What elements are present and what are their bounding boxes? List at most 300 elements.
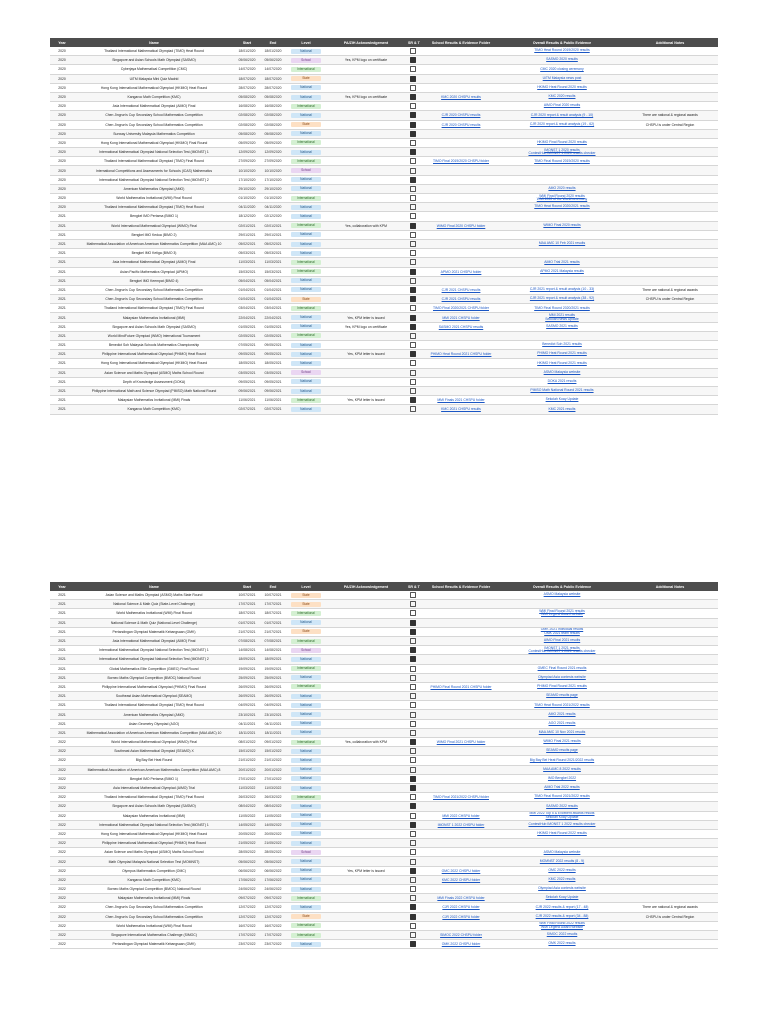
level-badge[interactable]: National (291, 389, 321, 394)
level-badge[interactable]: National (291, 186, 321, 191)
results-link[interactable]: IMO Bengkel 2022 (547, 776, 577, 781)
col-ack[interactable]: PA/ZIH Acknowledgement (326, 582, 406, 591)
results-link[interactable]: DOKA 2021 results (547, 379, 577, 384)
level-badge[interactable]: International (291, 269, 321, 274)
status-checkbox[interactable] (410, 693, 416, 699)
status-checkbox[interactable] (410, 601, 416, 607)
status-checkbox[interactable] (410, 904, 416, 910)
results-link[interactable]: OMK 2021 team results (544, 630, 580, 635)
status-checkbox[interactable] (410, 629, 416, 635)
level-badge[interactable]: State (291, 629, 321, 634)
level-badge[interactable]: National (291, 95, 321, 100)
level-badge[interactable]: National (291, 776, 321, 781)
name-cell: Philippine International Mathematical Olympiad (PHIMO) Final Round (74, 682, 234, 691)
results-link[interactable]: OMK 2022 results (548, 941, 576, 946)
results-link[interactable]: Sekolah Koay Update (545, 895, 579, 900)
results-link[interactable]: PHIMO Final Round 2021 results (537, 684, 587, 689)
level-cell (286, 738, 326, 747)
level-badge[interactable]: International (291, 740, 321, 745)
status-checkbox[interactable] (410, 859, 416, 865)
level-badge[interactable]: International (291, 923, 321, 928)
folder-link[interactable]: SASMO 2021 CHSPU results (438, 324, 484, 329)
results-link[interactable]: CJR 2020 report & result analysis (9 - 10) (530, 112, 594, 117)
level-badge[interactable]: International (291, 639, 321, 644)
start-date-cell: 18/01/2020 (234, 47, 260, 56)
folder-cell (420, 655, 502, 664)
folder-link[interactable]: MMI Finals 2021 CHSPU folder (437, 398, 485, 403)
level-badge[interactable]: International (291, 795, 321, 800)
level-badge[interactable]: State (291, 914, 321, 919)
results-link[interactable]: MAA AMC 10 Nov 2021 results (538, 730, 586, 735)
results-link[interactable]: ContestHub IMONST 1 2021 results checker (528, 649, 596, 654)
checkbox-cell (406, 65, 420, 74)
results-link[interactable]: MOMNST 2022 results (8 - 9) (539, 858, 585, 863)
status-checkbox[interactable] (410, 767, 416, 773)
col-results[interactable]: Overall Results & Public Evidence (502, 582, 622, 591)
level-badge[interactable]: National (291, 749, 321, 754)
status-checkbox[interactable] (410, 315, 416, 321)
status-checkbox[interactable] (410, 776, 416, 782)
results-link[interactable]: WMI Final Round 2020 results (539, 193, 585, 198)
status-checkbox[interactable] (410, 684, 416, 690)
status-checkbox[interactable] (410, 195, 416, 201)
table-row (50, 194, 718, 203)
status-checkbox[interactable] (410, 397, 416, 403)
status-checkbox[interactable] (410, 85, 416, 91)
results-link[interactable]: PIMSO Math National Round 2021 results (530, 388, 594, 393)
status-checkbox[interactable] (410, 241, 416, 247)
status-checkbox[interactable] (410, 360, 416, 366)
folder-link[interactable]: CJR 2020 CHSPU results (441, 113, 481, 118)
status-checkbox[interactable] (410, 296, 416, 302)
results-link[interactable]: AIMO Final 2020 results (543, 103, 581, 108)
level-badge[interactable]: National (291, 877, 321, 882)
results-link[interactable]: CJR 2022 results & report (17 - 48) (535, 904, 589, 909)
results-link[interactable]: WMI Final Round 2021 results (539, 608, 585, 613)
results-link[interactable]: SEAMO results page (546, 693, 578, 698)
level-badge[interactable]: National (291, 214, 321, 219)
status-checkbox[interactable] (410, 269, 416, 275)
level-badge[interactable]: State (291, 593, 321, 598)
col-year[interactable]: Year (50, 38, 74, 47)
end-date-cell: 21/01/2022 (260, 756, 286, 765)
notes-cell (622, 710, 718, 719)
level-badge[interactable]: National (291, 361, 321, 366)
results-link[interactable]: APMO 2021 Malaysia results (540, 268, 584, 273)
results-link[interactable]: CJR 2020 report & result analysis (19 - 62) (529, 121, 595, 126)
results-link[interactable]: AGO 2021 results (548, 720, 576, 725)
status-checkbox[interactable] (410, 324, 416, 330)
status-checkbox[interactable] (410, 232, 416, 238)
folder-link[interactable]: TIMO Final 2021/2022 CHSPU folder (433, 795, 489, 800)
level-badge[interactable]: School (291, 370, 321, 375)
results-link[interactable]: KMC 2020 results (548, 94, 576, 99)
results-cell (502, 313, 622, 322)
results-link[interactable]: GMEC Final Round 2021 results (537, 665, 587, 670)
col-start[interactable]: Start (234, 582, 260, 591)
status-checkbox[interactable] (410, 914, 416, 920)
results-link[interactable]: Benedict Soh 2021 results (542, 342, 582, 347)
status-checkbox[interactable] (410, 333, 416, 339)
results-link[interactable]: ASMO Malaysia website (543, 369, 581, 374)
level-badge[interactable]: International (291, 306, 321, 311)
status-checkbox[interactable] (410, 785, 416, 791)
level-badge[interactable]: National (291, 721, 321, 726)
notes-cell (622, 728, 718, 737)
status-checkbox[interactable] (410, 131, 416, 137)
status-checkbox[interactable] (410, 250, 416, 256)
status-checkbox[interactable] (410, 48, 416, 54)
notes-cell: There are national & regional awards (622, 903, 718, 912)
folder-link[interactable]: MMI 2021 CHSPU folder (442, 315, 480, 320)
folder-link[interactable]: OMK 2022 CHSPU folder (441, 942, 481, 947)
status-checkbox[interactable] (410, 406, 416, 412)
status-checkbox[interactable] (410, 932, 416, 938)
col-folder[interactable]: School Results & Evidence Folder (420, 582, 502, 591)
results-link[interactable]: CJR 2022 results & report (34 - 88) (535, 913, 589, 918)
folder-link[interactable]: SIMOC 2022 CHSPU folder (440, 933, 482, 938)
results-link[interactable]: Sekolah Koay Update (545, 397, 579, 402)
col-ack[interactable]: PA/ZIH Acknowledgement (326, 38, 406, 47)
level-badge[interactable]: International (291, 196, 321, 201)
results-link[interactable]: Big Bay Bei Heat Round 2021/2022 results (529, 757, 595, 762)
level-badge[interactable]: International (291, 933, 321, 938)
col-end[interactable]: End (260, 582, 286, 591)
level-badge[interactable]: National (291, 177, 321, 182)
folder-link[interactable]: PHIMO Heat Round 2021 CHSPU folder (430, 352, 492, 357)
status-checkbox[interactable] (410, 388, 416, 394)
status-checkbox[interactable] (410, 149, 416, 155)
status-checkbox[interactable] (410, 158, 416, 164)
folder-link[interactable]: MMI 2022 CHSPU folder (442, 813, 480, 818)
status-checkbox[interactable] (410, 748, 416, 754)
folder-link[interactable]: CJR 2021 CHSPU results (441, 287, 481, 292)
status-checkbox[interactable] (410, 923, 416, 929)
end-date-cell: 01/04/2021 (260, 295, 286, 304)
results-link[interactable]: SASMO 2020 results (546, 57, 578, 62)
results-link[interactable]: Olympiad Asia contests website (538, 886, 586, 891)
level-badge[interactable]: National (291, 287, 321, 292)
status-checkbox[interactable] (410, 213, 416, 219)
col-notes[interactable]: Additional Notes (622, 38, 718, 47)
folder-link[interactable]: PHIMO Final Round 2021 CHSPU folder (430, 684, 492, 689)
level-badge[interactable]: National (291, 49, 321, 54)
folder-link[interactable]: TIMO Final 2020/2021 CHSPU folder (433, 306, 489, 311)
level-badge[interactable]: National (291, 822, 321, 827)
level-badge[interactable]: National (291, 804, 321, 809)
status-checkbox[interactable] (410, 656, 416, 662)
status-checkbox[interactable] (410, 757, 416, 763)
level-badge[interactable]: State (291, 76, 321, 81)
results-link[interactable]: TIMO Heat Round 2019/2020 results (534, 48, 590, 53)
level-badge[interactable]: National (291, 694, 321, 699)
status-checkbox[interactable] (410, 186, 416, 192)
results-cell (502, 386, 622, 395)
results-link[interactable]: SASMO 2021 results (546, 323, 578, 328)
results-link[interactable]: AIMO Trial 2022 results (544, 785, 580, 790)
col-ack2[interactable]: SR & T (406, 38, 420, 47)
col-name[interactable]: Name (74, 38, 234, 47)
table-row (50, 102, 718, 111)
status-checkbox[interactable] (410, 278, 416, 284)
status-checkbox[interactable] (410, 610, 416, 616)
col-ack2[interactable]: SR & T (406, 582, 420, 591)
level-badge[interactable]: National (291, 887, 321, 892)
status-checkbox[interactable] (410, 351, 416, 357)
level-badge[interactable]: International (291, 223, 321, 228)
results-link[interactable]: Sekolah Koay Update (545, 814, 579, 819)
level-badge[interactable]: National (291, 831, 321, 836)
level-badge[interactable]: National (291, 859, 321, 864)
results-link[interactable]: KMC 2021 results (548, 406, 576, 411)
results-link[interactable]: TIMO Final Round 2020/2021 results (534, 305, 590, 310)
level-badge[interactable]: School (291, 58, 321, 63)
status-checkbox[interactable] (410, 103, 416, 109)
col-folder[interactable]: School Results & Evidence Folder (420, 38, 502, 47)
level-badge[interactable]: School (291, 850, 321, 855)
level-badge[interactable]: School (291, 648, 321, 653)
level-badge[interactable]: National (291, 841, 321, 846)
level-badge[interactable]: National (291, 343, 321, 348)
level-badge[interactable]: National (291, 407, 321, 412)
folder-link[interactable]: KMC 2021 CHSPU results (441, 407, 481, 412)
folder-link[interactable]: APMO 2021 CHSPU folder (440, 269, 482, 274)
level-badge[interactable]: National (291, 131, 321, 136)
level-badge[interactable]: National (291, 150, 321, 155)
status-checkbox[interactable] (410, 168, 416, 174)
results-link[interactable]: WMI Legend Award website (541, 924, 583, 929)
results-link[interactable]: TIMO Final Round 2019/2020 results (534, 158, 590, 163)
level-badge[interactable]: International (291, 684, 321, 689)
status-checkbox[interactable] (410, 204, 416, 210)
results-link[interactable]: WMI 2020 of the World ceremony (536, 197, 588, 202)
level-badge[interactable]: State (291, 602, 321, 607)
results-cell (502, 756, 622, 765)
col-level[interactable]: Level (286, 582, 326, 591)
results-link[interactable]: IMONST 1 2020 results (544, 147, 580, 152)
results-link[interactable]: ContestHub IMONST 1 2020 results checker (528, 151, 596, 156)
level-badge[interactable]: International (291, 611, 321, 616)
folder-link[interactable]: WIMO Final 2021 CHSPU folder (436, 740, 486, 745)
level-badge[interactable]: International (291, 104, 321, 109)
level-badge[interactable]: International (291, 159, 321, 164)
results-link[interactable]: ASMO Malaysia website (543, 849, 581, 854)
end-date-cell: 25/09/2021 (260, 673, 286, 682)
results-link[interactable]: CJR 2021 report & result analysis (38 - 92) (529, 296, 595, 301)
level-badge[interactable]: National (291, 205, 321, 210)
status-checkbox[interactable] (410, 895, 416, 901)
results-link[interactable]: CJR 2021 report & result analysis (10 - 33) (529, 287, 595, 292)
results-link[interactable]: WIMO Final 2020 results (543, 222, 581, 227)
status-checkbox[interactable] (410, 831, 416, 837)
status-checkbox[interactable] (410, 739, 416, 745)
results-link[interactable]: TIMO Heat Round 2020/2021 results (534, 204, 590, 209)
level-badge[interactable]: National (291, 675, 321, 680)
level-badge[interactable]: National (291, 730, 321, 735)
level-badge[interactable]: National (291, 113, 321, 118)
level-badge[interactable]: National (291, 620, 321, 625)
level-badge[interactable]: International (291, 398, 321, 403)
level-badge[interactable]: International (291, 896, 321, 901)
status-checkbox[interactable] (410, 813, 416, 819)
status-checkbox[interactable] (410, 803, 416, 809)
results-link[interactable]: IMONST 1 2021 results (544, 645, 580, 650)
status-checkbox[interactable] (410, 794, 416, 800)
results-link[interactable]: TIMO Final Round 2021/2022 results (534, 794, 590, 799)
status-checkbox[interactable] (410, 287, 416, 293)
status-checkbox[interactable] (410, 941, 416, 947)
col-results[interactable]: Overall Results & Public Evidence (502, 38, 622, 47)
status-checkbox[interactable] (410, 730, 416, 736)
status-checkbox[interactable] (410, 177, 416, 183)
status-checkbox[interactable] (410, 57, 416, 63)
folder-link[interactable]: KMC 2022 CHSPU folder (441, 877, 481, 882)
level-badge[interactable]: National (291, 251, 321, 256)
level-badge[interactable]: State (291, 122, 321, 127)
level-badge[interactable]: National (291, 712, 321, 717)
table-row (50, 940, 718, 949)
results-link[interactable]: HKIMO Heat Round 2022 results (537, 831, 587, 836)
results-link[interactable]: Sekolah News Update (545, 316, 579, 321)
level-badge[interactable]: National (291, 242, 321, 247)
end-date-cell: 09/05/2021 (260, 341, 286, 350)
status-checkbox[interactable] (410, 66, 416, 72)
status-checkbox[interactable] (410, 886, 416, 892)
status-checkbox[interactable] (410, 94, 416, 100)
results-link[interactable]: CMC 2020 closing ceremony (540, 66, 584, 71)
results-link[interactable]: HKIMO Final Round 2020 results (537, 140, 587, 145)
status-checkbox[interactable] (410, 840, 416, 846)
status-checkbox[interactable] (410, 342, 416, 348)
results-link[interactable]: OMK 2021 Individual results (540, 627, 584, 632)
level-badge[interactable]: National (291, 315, 321, 320)
level-badge[interactable]: National (291, 767, 321, 772)
level-badge[interactable]: National (291, 657, 321, 662)
results-link[interactable]: ASMO Malaysia website (543, 592, 581, 597)
col-notes[interactable]: Additional Notes (622, 582, 718, 591)
status-checkbox[interactable] (410, 122, 416, 128)
results-link[interactable]: HKIMO Heat Round 2020 results (537, 85, 587, 90)
col-end[interactable]: End (260, 38, 286, 47)
level-badge[interactable]: International (291, 67, 321, 72)
level-badge[interactable]: National (291, 813, 321, 818)
col-year[interactable]: Year (50, 582, 74, 591)
status-checkbox[interactable] (410, 370, 416, 376)
status-checkbox[interactable] (410, 822, 416, 828)
results-link[interactable]: AMO 2020 results (548, 186, 576, 191)
status-checkbox[interactable] (410, 712, 416, 718)
level-badge[interactable]: National (291, 85, 321, 90)
results-link[interactable]: AIMO Trial 2021 results (544, 259, 580, 264)
folder-link[interactable]: WIMO Final 2020 CHSPU folder (436, 223, 486, 228)
status-checkbox[interactable] (410, 76, 416, 82)
status-checkbox[interactable] (410, 305, 416, 311)
level-badge[interactable]: National (291, 232, 321, 237)
level-badge[interactable]: International (291, 140, 321, 145)
status-checkbox[interactable] (410, 666, 416, 672)
status-checkbox[interactable] (410, 379, 416, 385)
results-link[interactable]: WMI Final Round 2022 results (539, 921, 585, 926)
level-badge[interactable]: National (291, 905, 321, 910)
results-link[interactable]: KMC 2022 results (548, 877, 576, 882)
col-level[interactable]: Level (286, 38, 326, 47)
status-checkbox[interactable] (410, 112, 416, 118)
end-date-cell: 20/05/2022 (260, 829, 286, 838)
results-link[interactable]: MMI 2021 results (548, 312, 575, 317)
level-badge[interactable]: International (291, 260, 321, 265)
folder-link[interactable]: KMC 2020 CHSPU results (441, 95, 481, 100)
folder-link[interactable]: MMI Finals 2022 CHSPU folder (437, 896, 485, 901)
results-link[interactable]: MAA AMC 10 Feb 2021 results (538, 241, 586, 246)
status-checkbox[interactable] (410, 259, 416, 265)
level-badge[interactable]: National (291, 352, 321, 357)
results-link[interactable]: OMC 2022 results (548, 867, 576, 872)
results-link[interactable]: TIMO Heat Round 2021/2022 results (534, 702, 590, 707)
results-link[interactable]: SIMOC 2022 results (546, 932, 578, 937)
folder-link[interactable]: CJR 2022 CHSPU folder (442, 905, 480, 910)
status-checkbox[interactable] (410, 675, 416, 681)
level-badge[interactable]: International (291, 333, 321, 338)
level-badge[interactable]: International (291, 666, 321, 671)
results-link[interactable]: AIMO Final 2021 results (543, 638, 581, 643)
folder-link[interactable]: IMONST 1 2022 CHSPU folder (437, 822, 485, 827)
col-start[interactable]: Start (234, 38, 260, 47)
folder-link[interactable]: OMC 2022 CHSPU folder (441, 868, 481, 873)
status-checkbox[interactable] (410, 849, 416, 855)
results-link[interactable]: SASMO 2022 results (546, 803, 578, 808)
status-checkbox[interactable] (410, 592, 416, 598)
level-badge[interactable]: National (291, 278, 321, 283)
level-badge[interactable]: National (291, 942, 321, 947)
results-link[interactable]: SEAMO results page (546, 748, 578, 753)
level-badge[interactable]: National (291, 868, 321, 873)
level-badge[interactable]: National (291, 324, 321, 329)
level-badge[interactable]: School (291, 168, 321, 173)
level-badge[interactable]: National (291, 758, 321, 763)
results-link[interactable]: MMI 2022 Top 5 & Excellent awards results (529, 811, 595, 815)
level-badge[interactable]: State (291, 297, 321, 302)
results-link[interactable]: UiTM Malaysia news post (542, 75, 582, 80)
level-badge[interactable]: National (291, 703, 321, 708)
results-link[interactable]: WIMO Final 2021 results (543, 739, 581, 744)
status-checkbox[interactable] (410, 620, 416, 626)
results-link[interactable]: ContestHub IMONST 1 2022 results checker (528, 821, 596, 826)
level-badge[interactable]: National (291, 786, 321, 791)
folder-link[interactable]: CJR 2020 CHSPU results (441, 122, 481, 127)
status-checkbox[interactable] (410, 638, 416, 644)
folder-link[interactable]: TIMO Final 2019/2020 CHSPU folder (433, 159, 489, 164)
results-link[interactable]: AMO 2021 results (548, 711, 576, 716)
status-checkbox[interactable] (410, 140, 416, 146)
status-checkbox[interactable] (410, 868, 416, 874)
results-link[interactable]: HKIMO Heat Round 2021 results (537, 360, 587, 365)
status-checkbox[interactable] (410, 702, 416, 708)
folder-link[interactable]: CJR 2021 CHSPU results (441, 297, 481, 302)
level-badge[interactable]: National (291, 379, 321, 384)
col-name[interactable]: Name (74, 582, 234, 591)
status-checkbox[interactable] (410, 877, 416, 883)
folder-cell (420, 802, 502, 811)
status-checkbox[interactable] (410, 223, 416, 229)
results-link[interactable]: Olympiad Asia contests website (538, 674, 586, 679)
table-row (50, 74, 718, 83)
folder-link[interactable]: CJR 2022 CHSPU folder (442, 914, 480, 919)
status-checkbox[interactable] (410, 721, 416, 727)
results-link[interactable]: MAA AMC 8 2022 results (543, 766, 581, 771)
status-checkbox[interactable] (410, 647, 416, 653)
results-link[interactable]: WMI Legend Award website (541, 612, 583, 617)
results-link[interactable]: PHIMO Heat Round 2021 results (537, 351, 587, 356)
